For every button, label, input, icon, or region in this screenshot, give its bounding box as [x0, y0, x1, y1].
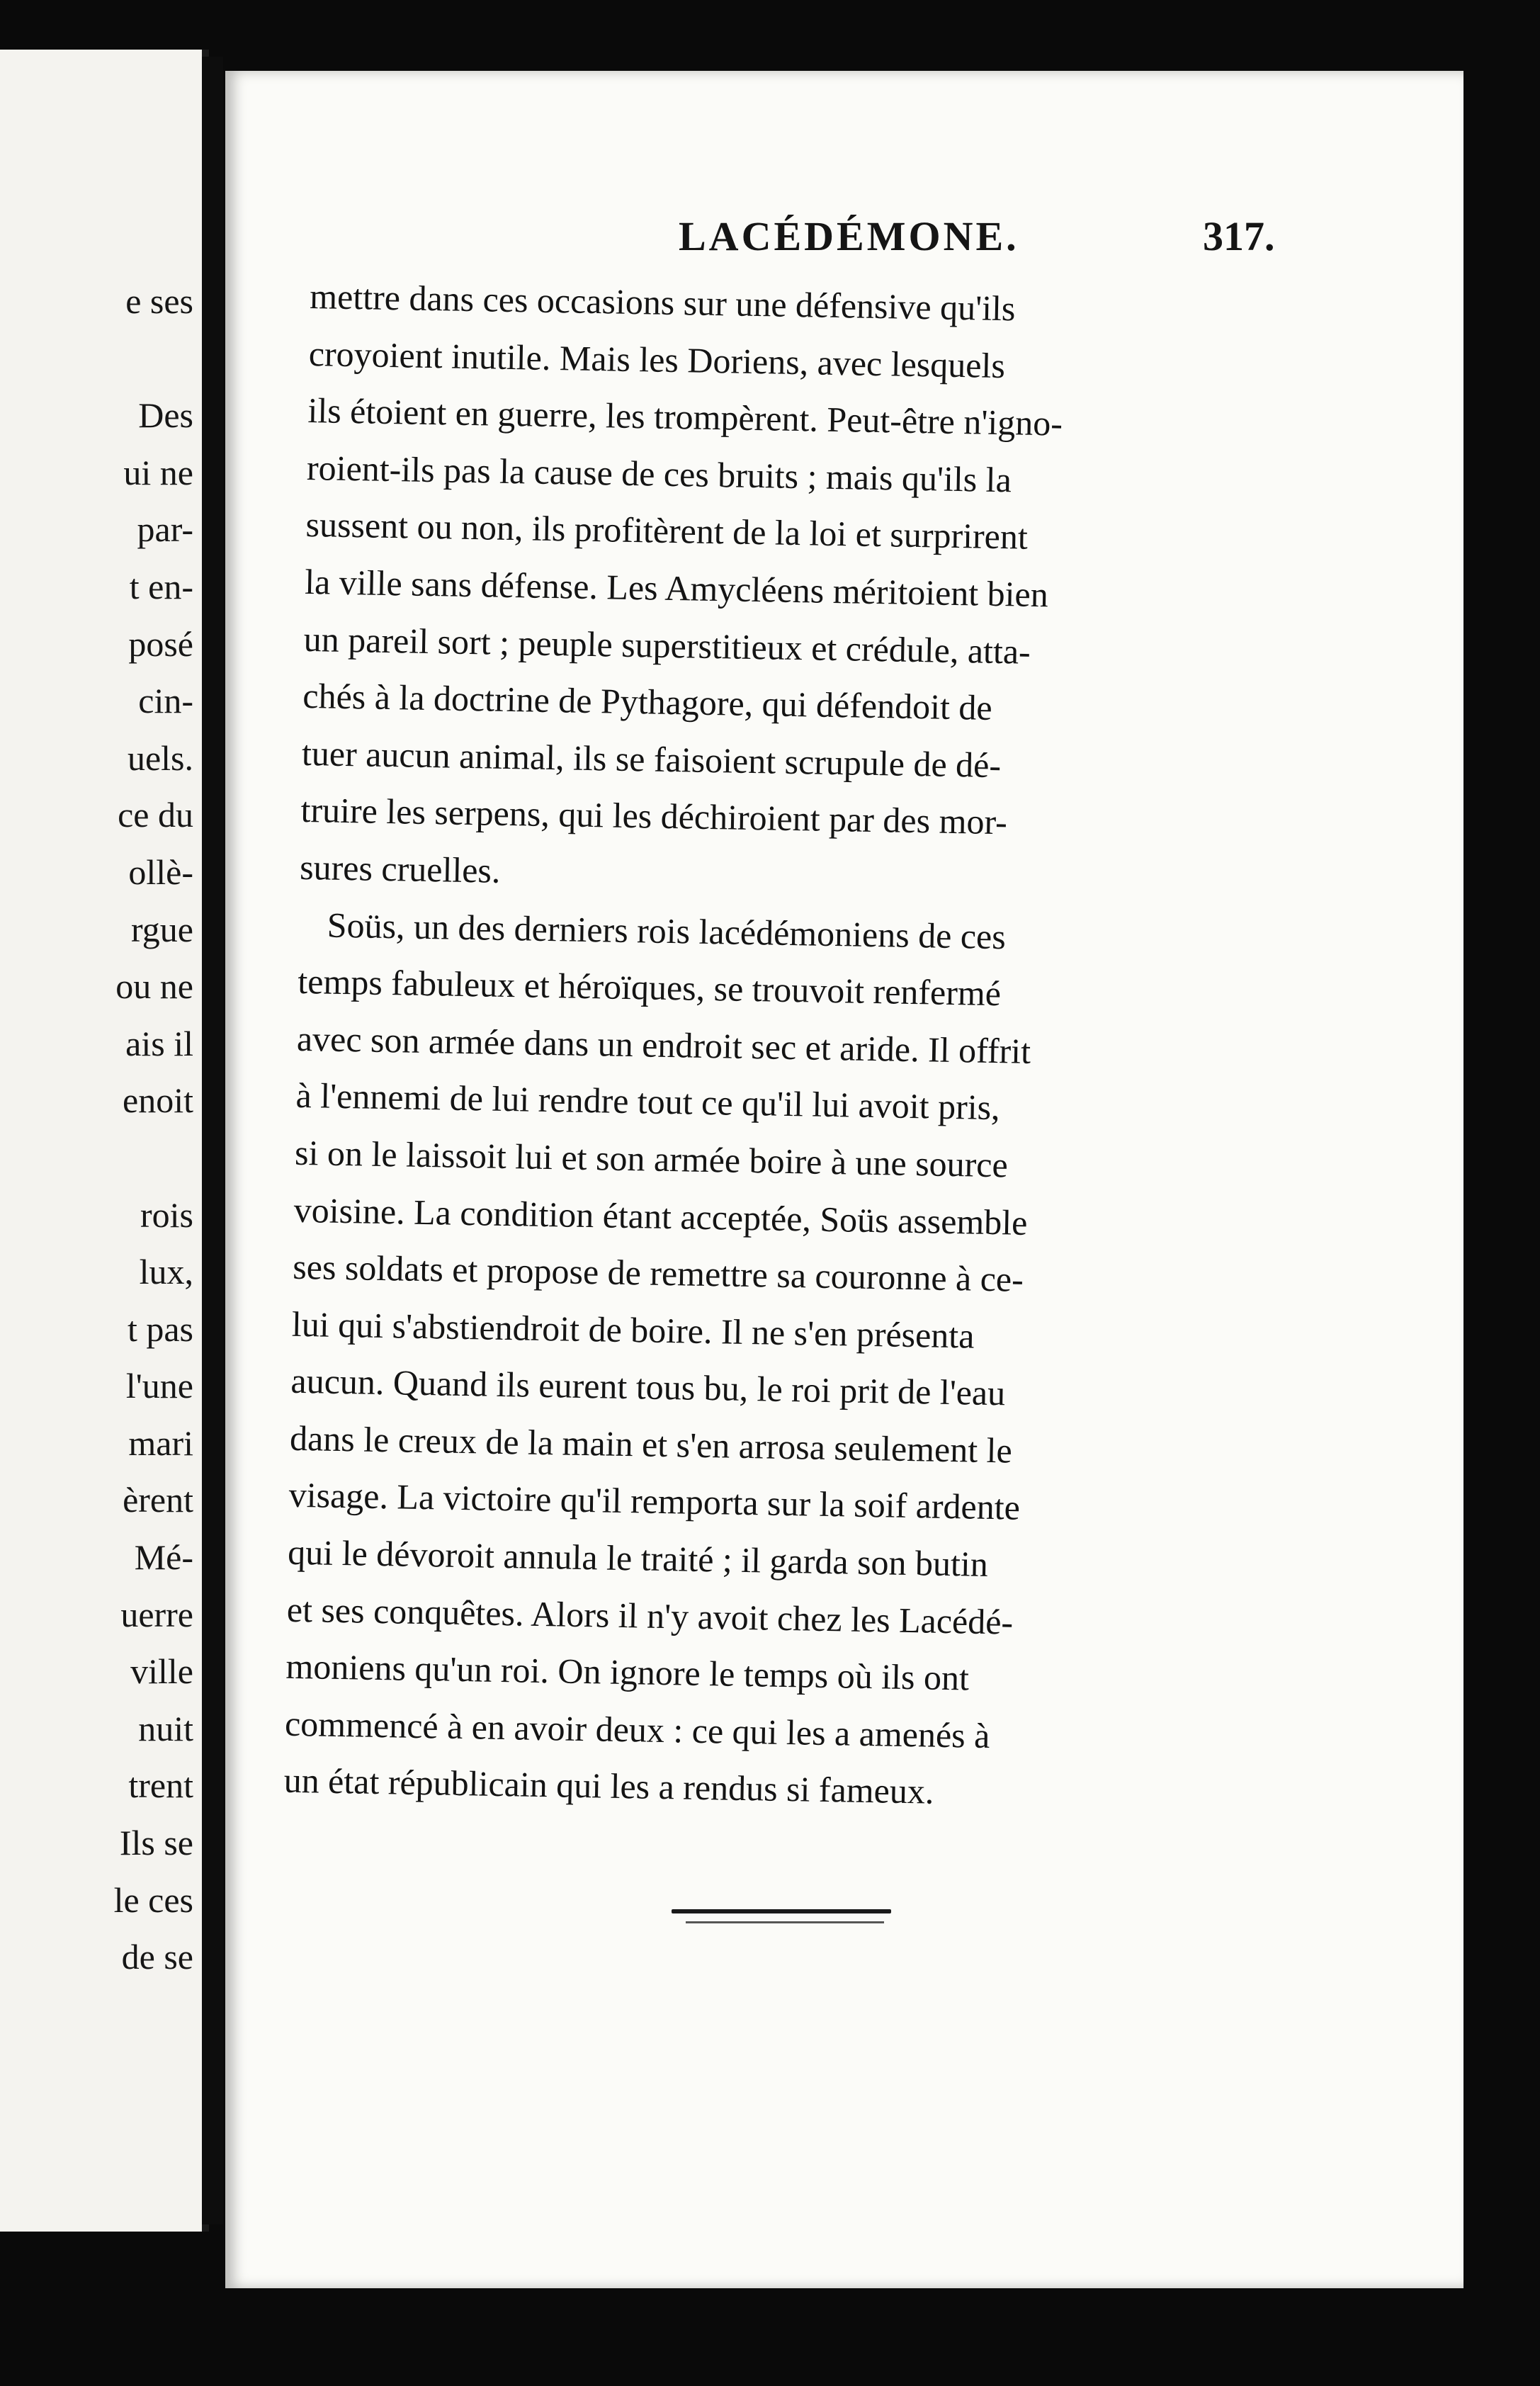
- left-fragment-line: [114, 1129, 193, 1187]
- body-text: [283, 268, 1344, 1827]
- left-fragment-line: e ses: [125, 281, 193, 321]
- left-fragment-line: t pas: [127, 1308, 193, 1349]
- text-line: qui le dévoroit annula le traité ; il garda son butin: [287, 1532, 989, 1585]
- text-line: ils étoient en guerre, les trompèrent. Peut-être n'igno-: [307, 390, 1063, 443]
- text-line: commencé à en avoir deux : ce qui les a amenés à: [284, 1703, 990, 1755]
- left-fragment-line: ollè-: [128, 852, 193, 892]
- text-line: truire les serpens, qui les déchiroient par des mor-: [300, 790, 1008, 842]
- page-number: 317.: [1203, 213, 1275, 259]
- text-line: Soüs, un des derniers rois lacédémoniens de ces: [327, 905, 1007, 956]
- book-gutter: [202, 57, 223, 2224]
- text-line: aucun. Quand ils eurent tous bu, le roi prit de l'eau: [290, 1361, 1006, 1413]
- left-fragment-line: Des: [138, 395, 193, 436]
- text-line: voisine. La condition étant acceptée, Soüs assemble: [293, 1189, 1028, 1243]
- text-line: un pareil sort ; peuple superstitieux et crédule, atta-: [303, 618, 1031, 672]
- left-fragment-line: par-: [137, 509, 193, 550]
- text-line: un état républicain qui les a rendus si fameux.: [283, 1760, 934, 1812]
- text-line: à l'ennemi de lui rendre tout ce qu'il lui avoit pris,: [295, 1075, 1001, 1128]
- text-line: roient-ils pas la cause de ces bruits ; mais qu'ils la: [306, 447, 1012, 500]
- text-line: lui qui s'abstiendroit de boire. Il ne s'en présenta: [291, 1304, 975, 1356]
- left-fragment-line: t en-: [129, 566, 193, 606]
- left-fragment-line: enoit: [123, 1080, 193, 1121]
- text-line: dans le creux de la main et s'en arrosa seulement le: [289, 1418, 1013, 1471]
- left-fragment-line: uels.: [127, 737, 193, 778]
- left-fragment-line: èrent: [123, 1480, 193, 1520]
- left-fragment-line: de se: [121, 1937, 193, 1977]
- left-fragment-line: mari: [128, 1423, 193, 1463]
- right-page: [225, 71, 1463, 2288]
- left-fragment-line: cin-: [138, 681, 193, 721]
- left-fragment-line: ville: [130, 1651, 193, 1692]
- left-fragment-line: ou ne: [115, 966, 193, 1007]
- text-line: mettre dans ces occasions sur une défensive qu'ils: [309, 276, 1016, 329]
- left-fragment-line: ce du: [118, 795, 193, 835]
- text-line: si on le laissoit lui et son armée boire à une source: [294, 1132, 1009, 1185]
- text-line: la ville sans défense. Les Amycléens méritoient bien: [304, 561, 1049, 615]
- text-line: chés à la doctrine de Pythagore, qui défendoit de: [302, 676, 993, 728]
- left-page: [0, 50, 209, 2232]
- running-head: [225, 213, 1463, 269]
- end-ornament-rule: [672, 1909, 891, 1913]
- left-fragment-line: Ils se: [119, 1823, 193, 1863]
- left-fragment-line: rois: [140, 1194, 193, 1235]
- text-line: tuer aucun animal, ils se faisoient scrupule de dé-: [301, 733, 1002, 785]
- left-fragment-line: l'une: [125, 1366, 193, 1406]
- left-fragment-line: le ces: [113, 1879, 193, 1920]
- text-line: croyoient inutile. Mais les Doriens, avec lesquels: [308, 333, 1006, 385]
- text-line: visage. La victoire qu'il remporta sur la soif ardente: [288, 1475, 1021, 1528]
- left-fragment-line: uerre: [120, 1594, 193, 1634]
- left-page-fragments: [114, 273, 193, 1986]
- end-ornament-rule-thin: [686, 1921, 884, 1923]
- left-fragment-line: nuit: [138, 1708, 193, 1748]
- text-line: temps fabuleux et héroïques, se trouvoit renfermé: [297, 961, 1002, 1014]
- left-fragment-line: ui ne: [123, 452, 193, 492]
- left-fragment-line: lux,: [139, 1252, 193, 1292]
- left-fragment-line: Mé-: [134, 1537, 193, 1578]
- left-fragment-line: ais il: [125, 1023, 193, 1063]
- text-line: sures cruelles.: [299, 847, 501, 890]
- left-fragment-line: posé: [128, 623, 193, 664]
- running-head-title: LACÉDÉMONE.: [679, 213, 1019, 259]
- left-fragment-line: trent: [128, 1765, 193, 1806]
- text-line: et ses conquêtes. Alors il n'y avoit chez les Lacédé-: [286, 1589, 1014, 1642]
- left-fragment-line: rgue: [131, 909, 193, 949]
- page-edge-shadow: [1463, 99, 1506, 2295]
- left-fragment-line: [114, 330, 193, 388]
- text-line: sussent ou non, ils profitèrent de la loi et surprirent: [305, 504, 1029, 558]
- text-line: avec son armée dans un endroit sec et aride. Il offrit: [296, 1018, 1031, 1071]
- text-line: moniens qu'un roi. On ignore le temps où ils ont: [285, 1646, 970, 1698]
- text-line: ses soldats et propose de remettre sa couronne à ce-: [292, 1246, 1024, 1299]
